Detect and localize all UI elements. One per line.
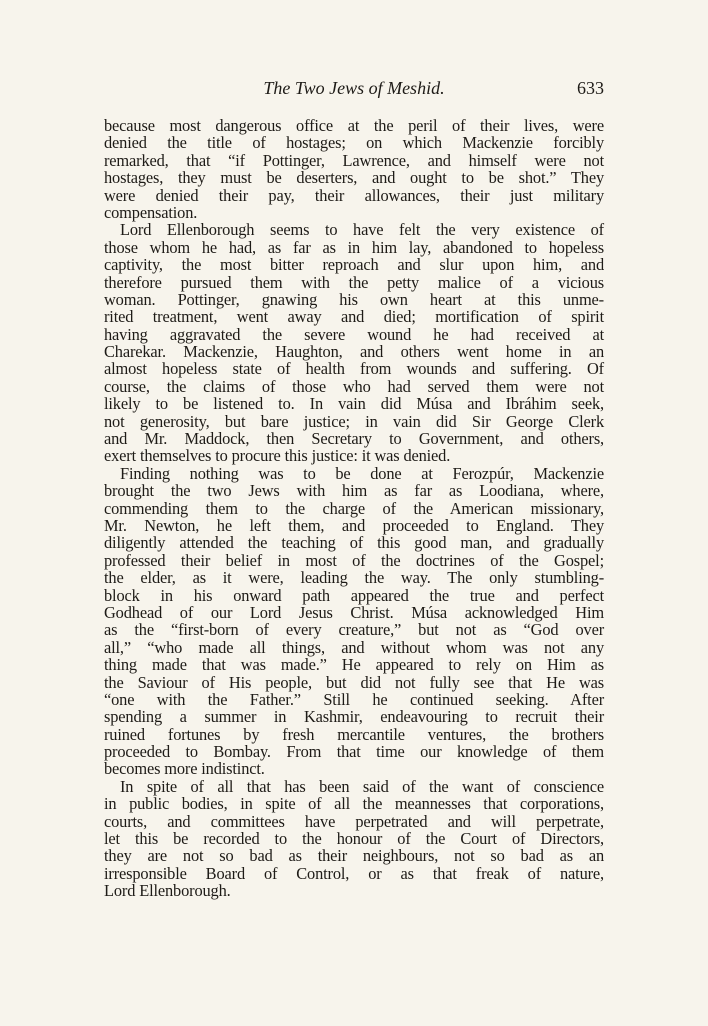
text-line: in public bodies, in spite of all the meannesses that corporations, [104,794,604,814]
paragraph [104,117,604,221]
text-line: courts, and committees have perpetrated and will perpetrate, [104,811,604,831]
text-line: denied the title of hostages; on which Mackenzie forcibly [104,133,604,153]
text-line: because most dangerous office at the peril of their lives, were [104,116,604,135]
paragraph [104,778,604,900]
text-line: remarked, that “if Pottinger, Lawrence, and himself were not [104,150,604,170]
text-line: diligently attended the teaching of this good man, and gradually [104,533,604,553]
page-number: 633 [577,78,604,98]
text-line: Mr. Newton, he left them, and proceeded to England. They [104,515,604,535]
paragraph [104,221,604,464]
text-line: block in his onward path appeared the true and perfect [104,585,604,605]
text-line: those whom he had, as far as in him lay, abandoned to hopeless [104,237,604,257]
text-line: commending them to the charge of the American missionary, [104,498,604,518]
text-line: hostages, they must be deserters, and ought to be shot.” They [104,168,604,188]
text-line: let this be recorded to the honour of the Court of Directors, [104,829,604,849]
text-line: irresponsible Board of Control, or as that freak of nature, [104,863,604,883]
text-line: having aggravated the severe wound he had received at [104,324,604,344]
text-line: were denied their pay, their allowances, their just military [104,185,604,205]
text-line: the Saviour of His people, but did not fully see that He was [104,672,604,692]
text-line: course, the claims of those who had served them were not [104,376,604,396]
text-line: Finding nothing was to be done at Ferozpúr, Mackenzie [120,463,604,483]
text-line: almost hopeless state of health from wounds and suffering. Of [104,359,604,379]
text-line: and Mr. Maddock, then Secretary to Government, and others, [104,429,604,449]
text-line: as the “first-born of every creature,” but not as “God over [104,620,604,640]
text-line: woman. Pottinger, gnawing his own heart at this unme- [104,289,604,309]
text-line: becomes more indistinct. [104,759,265,779]
text-line: ruined fortunes by fresh mercantile ventures, the brothers [104,724,604,744]
text-line: In spite of all that has been said of the want of conscience [120,776,604,796]
text-line: exert themselves to procure this justice: it was denied. [104,446,451,466]
text-line: all,” “who made all things, and without whom was not any [104,637,604,657]
text-line: “one with the Father.” Still he continued seeking. After [104,689,604,709]
text-line: brought the two Jews with him as far as Loodiana, where, [104,481,604,501]
text-line: Lord Ellenborough. [104,881,231,901]
paragraph [104,465,604,778]
running-title: The Two Jews of Meshid. [263,78,445,98]
text-line: Lord Ellenborough seems to have felt the very existence of [120,220,604,240]
text-line: Godhead of our Lord Jesus Christ. Músa acknowledged Him [104,602,604,622]
text-line: they are not so bad as their neighbours, not so bad as an [104,846,604,866]
text-line: rited treatment, went away and died; mortification of spirit [104,307,604,327]
text-line: thing made that was made.” He appeared to rely on Him as [104,655,604,675]
text-line: likely to be listened to. In vain did Músa and Ibráhim seek, [104,394,604,414]
text-line: professed their belief in most of the doctrines of the Gospel; [104,550,604,570]
text-line: proceeded to Bombay. From that time our knowledge of them [104,742,604,762]
text-line: therefore pursued them with the petty malice of a vicious [104,272,604,292]
text-line: the elder, as it were, leading the way. The only stumbling- [104,568,604,588]
text-line: compensation. [104,202,198,222]
text-line: captivity, the most bitter reproach and slur upon him, and [104,255,604,275]
running-head [104,76,604,100]
text-line: spending a summer in Kashmir, endeavouring to recruit their [104,707,604,727]
text-line: not generosity, but bare justice; in vain did Sir George Clerk [104,411,604,431]
body-text [104,117,604,900]
text-line: Charekar. Mackenzie, Haughton, and others went home in an [104,342,604,362]
